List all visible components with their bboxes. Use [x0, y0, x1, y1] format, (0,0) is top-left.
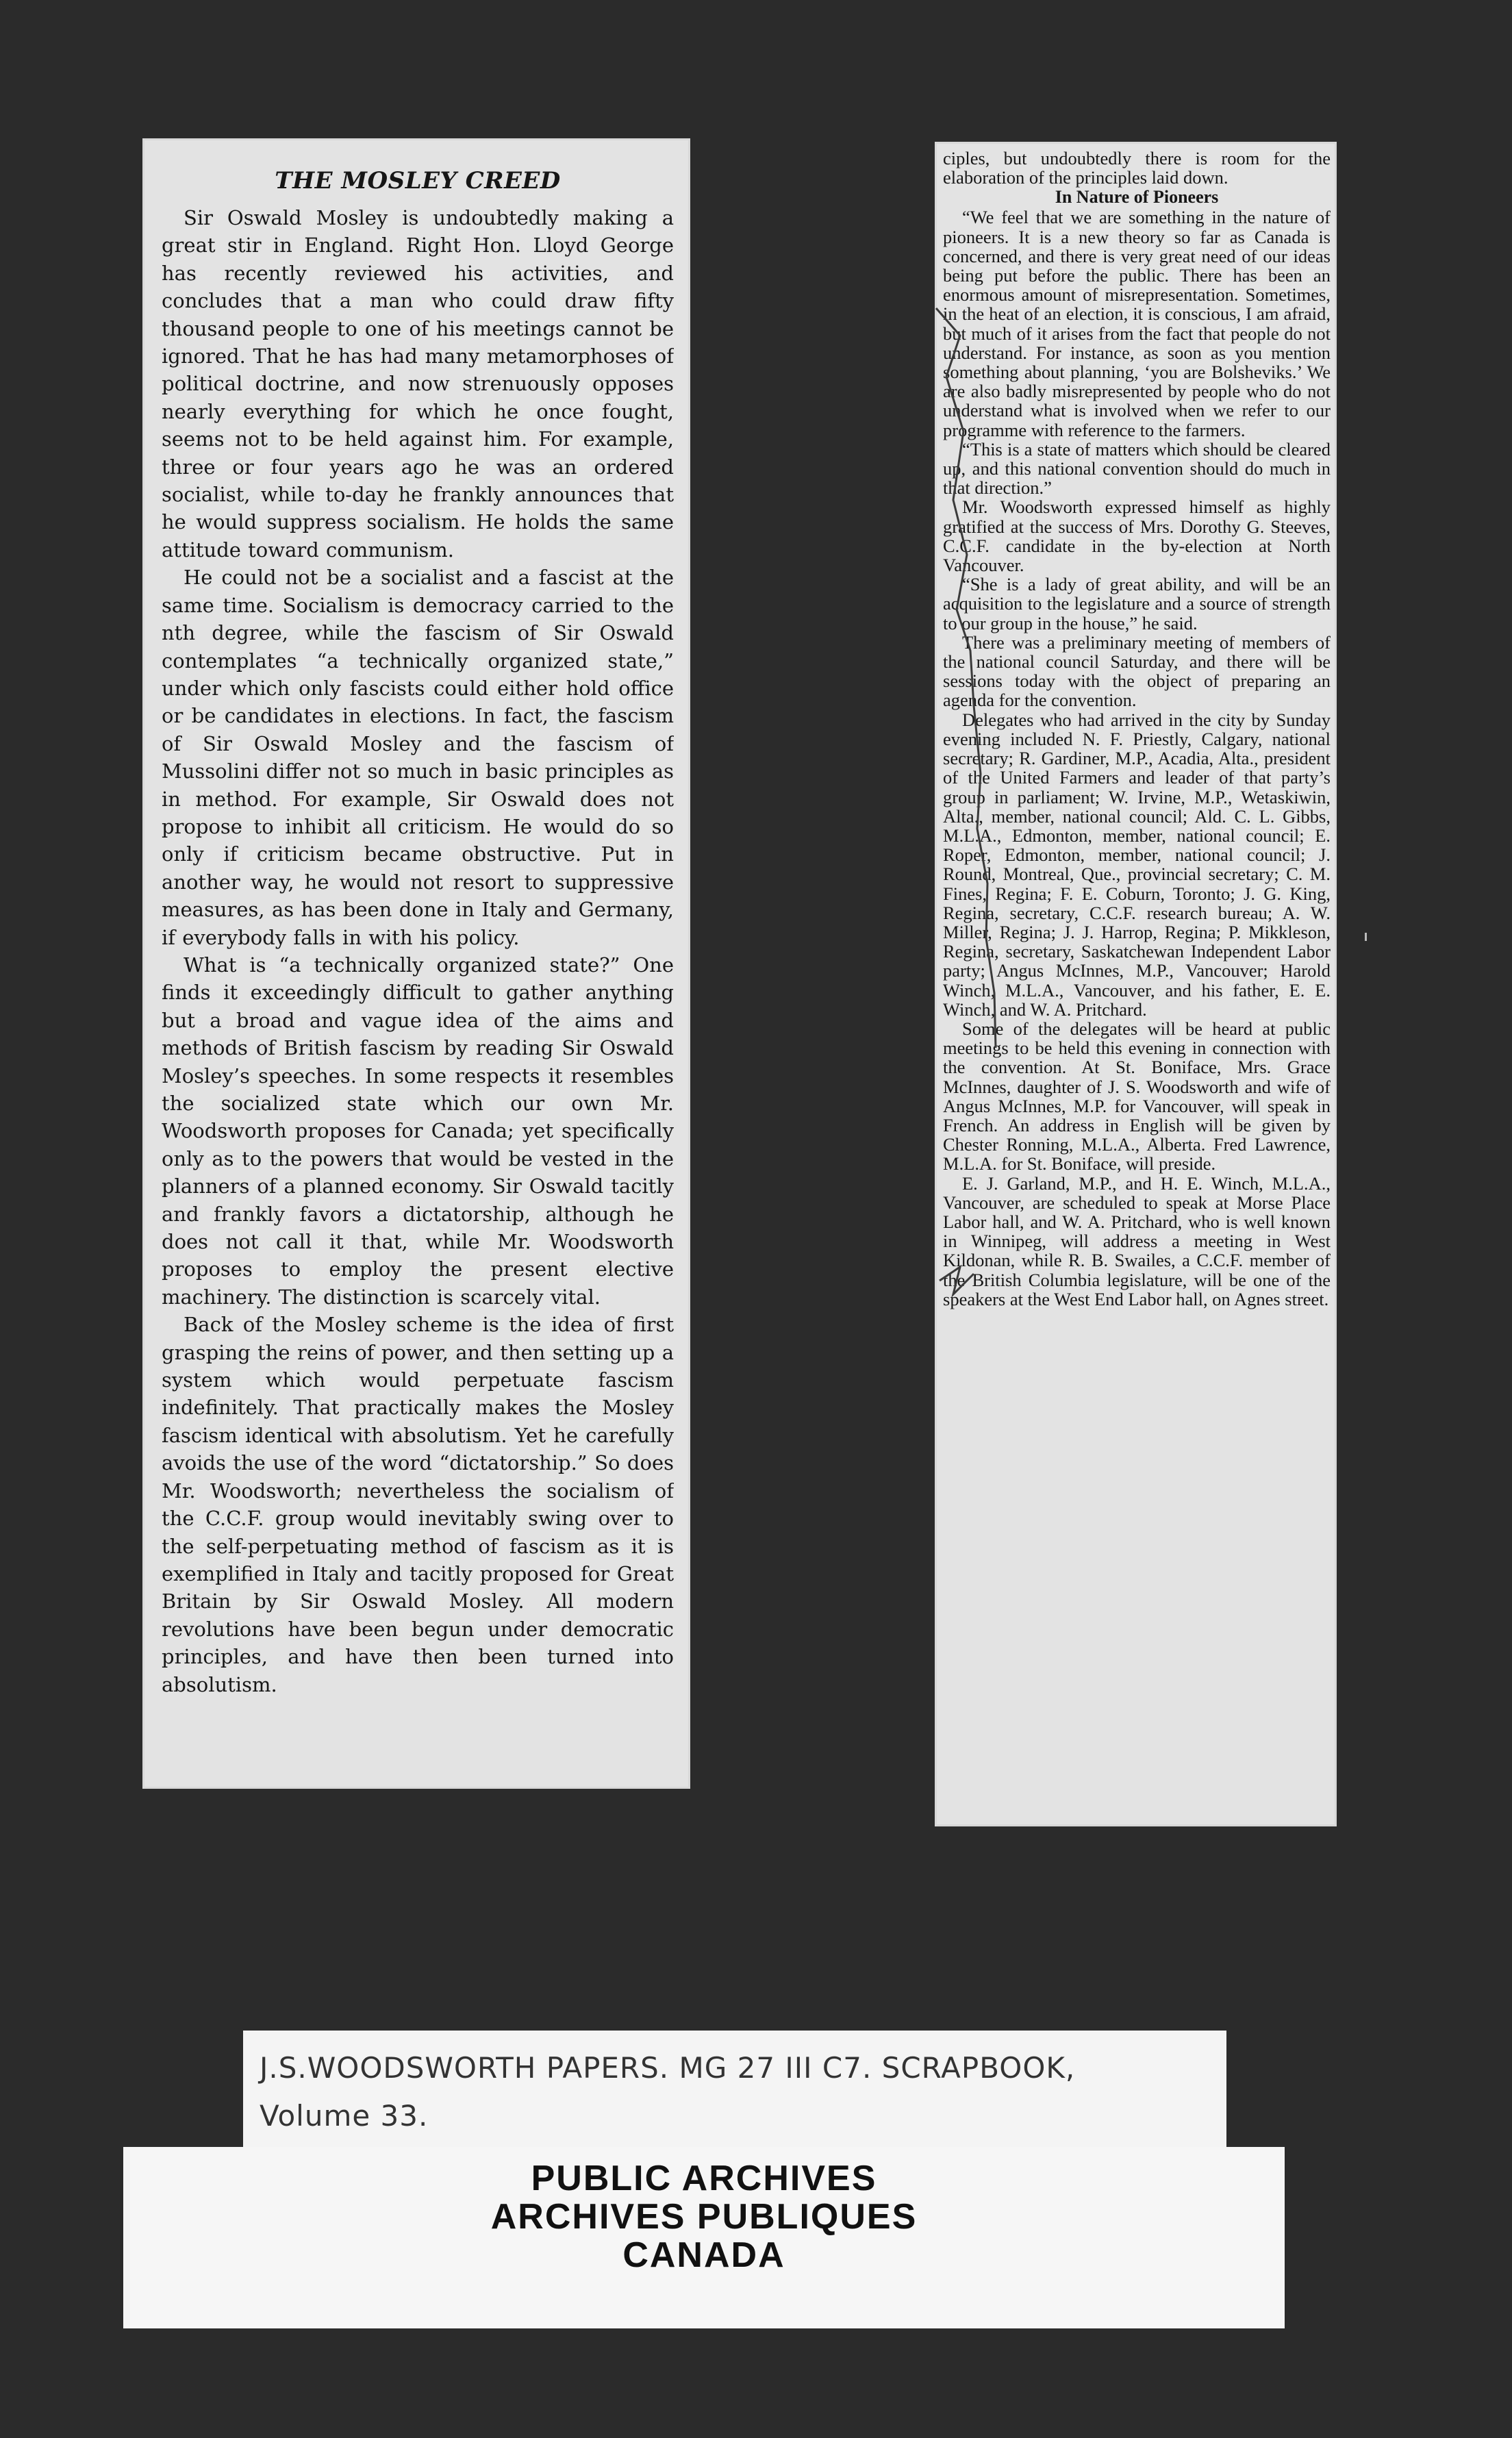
archive-stamp-label: [123, 2147, 1285, 2328]
left-clipping-body: [162, 167, 674, 1770]
paper-tear-mark: [933, 294, 1029, 1390]
article-paragraph: Sir Oswald Mosley is undoubtedly making a great stir in England. Right Hon. Lloyd George has recently reviewed his activities, and concludes that a man who could draw fifty thousand people to one of his meetings cannot be ignored. That he has had many metamorphoses of political doctrine, and now strenuously opposes nearly everything for which he once fought, seems not to be held against him. For example, three or four years ago he was an ordered socialist, while to-day he frankly announces that he would suppress socialism. He holds the same attitude toward communism.: [162, 206, 674, 562]
archive-reference-line: J.S.WOODSWORTH PAPERS. MG 27 III C7. SCRAPBOOK,: [260, 2051, 1076, 2085]
archive-reference-label: [243, 2031, 1226, 2152]
article-paragraph: There was a preliminary meeting of members of the national council Saturday, and there will be sessions today with the object of preparing an agenda for the convention.: [943, 631, 1331, 711]
article-paragraph: E. J. Garland, M.P., and H. E. Winch, M.L.A., Vancouver, are scheduled to speak at Morse Place Labor hall, and W. A. Pritchard, who is well known in Winnipeg, will address a meeting in West Kildonan, while R. B. Swailes, a C.C.F. member of the British Columbia legislature, will be one of the speakers at the West End Labor hall, on Agnes street.: [943, 1172, 1331, 1309]
article-paragraph: What is “a technically organized state?” One finds it exceedingly difficult to gather anything but a broad and vague idea of the aims and methods of British fascism by reading Sir Oswald Mosley’s speeches. In some respects it resembles the socialized state which our own Mr. Woodsworth proposes for Canada; yet specifically only as to the powers that would be vested in the planners of a planned economy. Sir Oswald tacitly and frankly favors a dictatorship, although he does not call it that, while Mr. Woodsworth proposes to employ the present elective machinery. The distinction is scarcely vital.: [162, 953, 674, 1309]
article-paragraph: He could not be a socialist and a fascist at the same time. Socialism is democracy carried to the nth degree, while the fascism of Sir Oswald contemplates “a technically organized state,” under which only fascists could either hold office or be candidates in elections. In fact, the fascism of Sir Oswald Mosley and the fascism of Mussolini differ not so much in basic principles as in method. For example, Sir Oswald does not propose to inhibit all criticism. He would do so only if criticism became obstructive. Put in another way, he would not resort to suppressive measures, as has been done in Italy and Germany, if everybody falls in with his policy.: [162, 566, 674, 949]
dust-speck: [1363, 931, 1370, 945]
article-paragraph: Back of the Mosley scheme is the idea of first grasping the reins of power, and then setting up a system which would perpetuate fascism indefinitely. That practically makes the Mosley fascism identical with absolutism. Yet he carefully avoids the use of the word “dictatorship.” So does Mr. Woodsworth; nevertheless the socialism of the C.C.F. group would inevitably swing over to the self-perpetuating method of fascism as it is exemplified in Italy and tacitly proposed for Great Britain by Sir Oswald Mosley. All modern revolutions have been begun under democratic principles, and have then been turned into absolutism.: [162, 1313, 674, 1696]
article-subheading: In Nature of Pioneers: [1055, 187, 1219, 208]
article-paragraph: Some of the delegates will be heard at public meetings to be held this evening in connection with the convention. At St. Boniface, Mrs. Grace McInnes, daughter of J. S. Woodsworth and wife of Angus McInnes, M.P. for Vancouver, will speak in French. An address in English will be given by Chester Ronning, M.L.A., Alberta. Fred Lawrence, M.L.A. for St. Boniface, will preside.: [943, 1018, 1331, 1174]
article-paragraph: Mr. Woodsworth expressed himself as highly gratified at the success of Mrs. Dorothy G. Steeves, C.C.F. candidate in the by-election at North Vancouver.: [943, 497, 1331, 576]
article-paragraph: “We feel that we are something in the nature of pioneers. It is a new theory so far as Canada is concerned, and there is very great need of our ideas being put before the public. There has been an enormous amount of misrepresentation. Sometimes, in the heat of an election, it is conscious, I am afraid, but much of it arises from the fact that people do not understand. For instance, as soon as you mention something about planning, ‘you are Bolsheviks.’ We are also badly misrepresented by people who do not understand what is involved when we refer to our programme with reference to the farmers.: [943, 207, 1331, 440]
article-paragraph: “This is a state of matters which should be cleared up, and this national convention should do much in that direction.”: [943, 438, 1331, 499]
left-newspaper-clipping: [142, 138, 690, 1789]
article-paragraph: Delegates who had arrived in the city by Sunday evening included N. F. Priestly, Calgary, national secretary; R. Gardiner, M.P., Acadia, Alta., president of the United Farmers and leader of that party’s group in parliament; W. Irvine, M.P., Wetaskiwin, Alta., member, national council; Ald. C. L. Gibbs, M.L.A., Edmonton, member, national council; E. Roper, Edmonton, member, national council; J. Round, Montreal, Que., provincial secretary; C. M. Fines, Regina; F. E. Coburn, Toronto; J. G. King, Regina, secretary, C.C.F. research bureau; A. W. Miller, Regina; J. J. Harrop, Regina; P. Mikkleson, Regina, secretary, Saskatchewan Independent Labor party; Angus McInnes, M.P., Vancouver; Harold Winch, M.L.A., Vancouver, and his father, E. E. Winch, and W. A. Pritchard.: [943, 709, 1331, 1020]
article-headline: THE MOSLEY CREED: [275, 167, 561, 194]
article-lead-in: ciples, but undoubtedly there is room for the elaboration of the principles laid down.: [943, 149, 1331, 188]
article-paragraph: “She is a lady of great ability, and will be an acquisition to the legislature and a source of strength to our group in the house,” he said.: [943, 574, 1331, 633]
archive-stamp-line: ARCHIVES PUBLIQUES: [490, 2197, 918, 2237]
archive-stamp-line: CANADA: [622, 2235, 785, 2275]
archive-stamp-line: PUBLIC ARCHIVES: [531, 2159, 877, 2198]
archive-volume-line: Volume 33.: [260, 2099, 429, 2133]
